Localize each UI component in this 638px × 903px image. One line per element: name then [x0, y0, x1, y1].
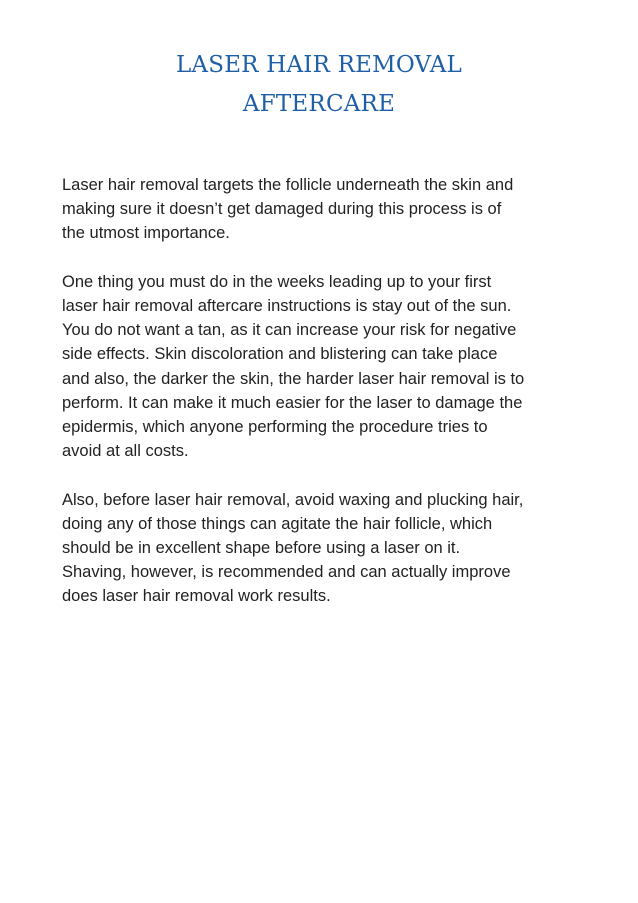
- paragraph-line: Laser hair removal targets the follicle underneath the skin and: [62, 176, 514, 194]
- paragraph-line: does laser hair removal work results.: [62, 587, 331, 606]
- paragraph-line: perform. It can make it much easier for the laser to damage the: [62, 393, 523, 412]
- paragraph-line: and also, the darker the skin, the harder laser hair removal is to: [62, 369, 525, 388]
- paragraph-line: should be in excellent shape before using a laser on it.: [62, 539, 461, 558]
- document-title: [0, 46, 638, 124]
- paragraph-3: [62, 488, 602, 609]
- title-line-1: LASER HAIR REMOVAL: [175, 52, 463, 78]
- paragraph-line: epidermis, which anyone performing the procedure tries to: [62, 418, 488, 437]
- paragraph-line: making sure it doesn’t get damaged during this process is of: [62, 200, 502, 219]
- paragraph-line: laser hair removal aftercare instructions is stay out of the sun.: [62, 297, 512, 315]
- paragraph-line: the utmost importance.: [62, 224, 230, 243]
- paragraph-line: avoid at all costs.: [62, 442, 189, 461]
- title-line-2: AFTERCARE: [242, 91, 396, 117]
- paragraph-1: [62, 173, 602, 246]
- paragraph-line: Shaving, however, is recommended and can actually improve: [62, 563, 511, 582]
- paragraph-line: side effects. Skin discoloration and blistering can take place: [62, 345, 498, 364]
- paragraph-line: doing any of those things can agitate the hair follicle, which: [62, 514, 493, 533]
- paragraph-line: One thing you must do in the weeks leading up to your first: [62, 272, 492, 291]
- paragraph-line: You do not want a tan, as it can increase your risk for negative: [62, 321, 517, 340]
- document-body: [62, 173, 602, 633]
- paragraph-2: [62, 270, 602, 464]
- paragraph-line: Also, before laser hair removal, avoid waxing and plucking hair,: [62, 490, 524, 509]
